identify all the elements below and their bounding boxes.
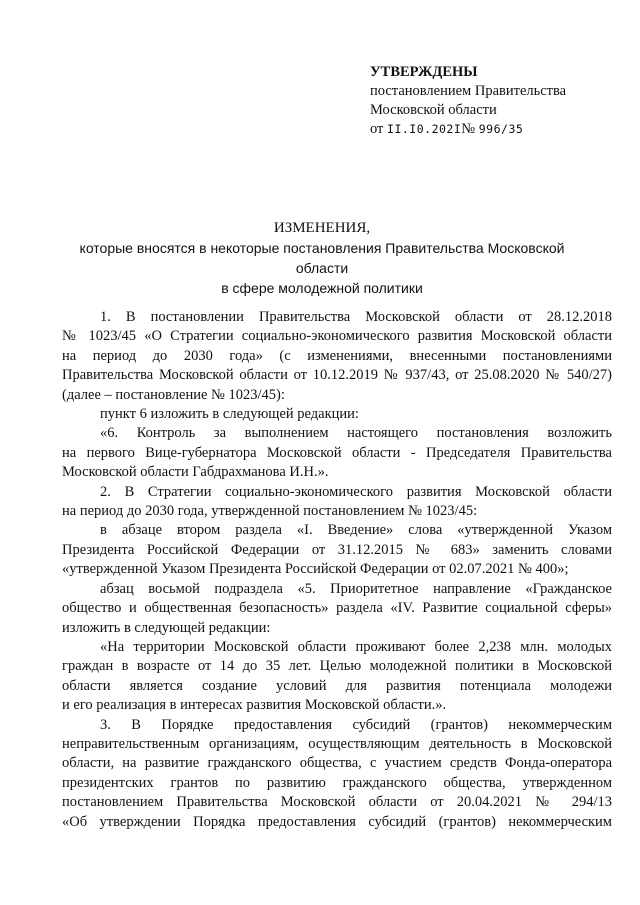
paragraph-line: Президента Российской Федерации от 31.12.2015 № 683» заменить словами (62, 541, 612, 558)
paragraph (62, 424, 612, 482)
paragraph (62, 405, 612, 424)
paragraph-line: (далее – постановление № 1023/45): (62, 386, 285, 403)
paragraph-line: пункт 6 изложить в следующей редакции: (100, 406, 359, 423)
document-title: ИЗМЕНЕНИЯ, (273, 220, 371, 236)
approval-stamp (370, 63, 620, 139)
paragraph-line: «Об утверждении Порядка предоставления субсидий (грантов) некоммерческим (62, 813, 612, 830)
approval-number-value: 996/35 (478, 122, 524, 136)
paragraph-line: постановлением Правительства Московской области от 20.04.2021 № 294/13 (62, 794, 612, 811)
paragraph-line: общество и общественная безопасность» раздела «IV. Развитие социальной сферы» (62, 600, 612, 617)
paragraph-line: области, на развитие гражданского общества, с участием средств Фонда-оператора (62, 755, 612, 772)
approval-line-2: Московской области (370, 102, 497, 118)
paragraph (62, 580, 612, 638)
paragraph-line: № 1023/45 «О Стратегии социально-экономического развития Московской области (62, 328, 612, 345)
paragraph-line: Правительства Московской области от 10.12.2019 № 937/43, от 25.08.2020 № 540/27) (62, 367, 612, 384)
paragraph (62, 308, 612, 405)
paragraph (62, 716, 612, 832)
document-subtitle-line-2: в сфере молодежной политики (221, 280, 423, 296)
paragraph-line: 2. В Стратегии социально-экономического развития Московской области (100, 483, 612, 500)
paragraph-line: на период до 2030 года, утвержденной постановлением № 1023/45: (62, 503, 478, 520)
paragraph-line: «утвержденной Указом Президента Российской Федерации от 02.07.2021 № 400»; (62, 561, 569, 578)
paragraph-line: Московской области Габдрахманова И.Н.». (62, 464, 329, 481)
paragraph-line: неправительственным организациям, осуществляющим деятельность в Московской (62, 735, 612, 752)
approval-date-value: II.I0.202I (387, 122, 462, 136)
document-subtitle-line-1: которые вносятся в некоторые постановления Правительства Московской области (79, 240, 565, 276)
paragraph-line: на период до 2030 года» (с изменениями, внесенными постановлениями (62, 347, 612, 364)
paragraph (62, 638, 612, 716)
paragraph-line: в абзаце втором раздела «I. Введение» слова «утвержденной Указом (100, 522, 612, 539)
approval-heading: УТВЕРЖДЕНЫ (370, 64, 478, 80)
approval-line-1: постановлением Правительства (370, 83, 567, 99)
approval-date-line (370, 120, 620, 139)
paragraph-line: области является создание условий для развития потенциала молодежи (62, 677, 612, 694)
paragraph (62, 521, 612, 579)
paragraph-line: на первого Вице-губернатора Московской области - Председателя Правительства (62, 444, 612, 461)
document-title-block (62, 218, 582, 298)
paragraph-line: 1. В постановлении Правительства Московской области от 28.12.2018 (100, 309, 612, 325)
paragraph-line: и его реализация в интересах развития Московской области.». (62, 697, 447, 714)
paragraph-line: абзац восьмой подраздела «5. Приоритетное направление «Гражданское (100, 580, 612, 597)
paragraph-line: 3. В Порядке предоставления субсидий (грантов) некоммерческим (100, 716, 612, 733)
paragraph-line: граждан в возрасте от 14 до 35 лет. Целью молодежной политики в Московской (62, 658, 612, 675)
paragraph-line: изложить в следующей редакции: (62, 619, 271, 636)
approval-date-prefix: от (370, 121, 384, 137)
approval-number-prefix: № (461, 121, 476, 137)
paragraph-line: «На территории Московской области проживают более 2,238 млн. молодых (100, 638, 612, 655)
paragraph-line: «6. Контроль за выполнением настоящего постановления возложить (100, 425, 612, 442)
paragraph (62, 483, 612, 522)
document-body (62, 308, 612, 832)
paragraph-line: президентских грантов по развитию гражданского общества, утвержденном (62, 774, 612, 791)
